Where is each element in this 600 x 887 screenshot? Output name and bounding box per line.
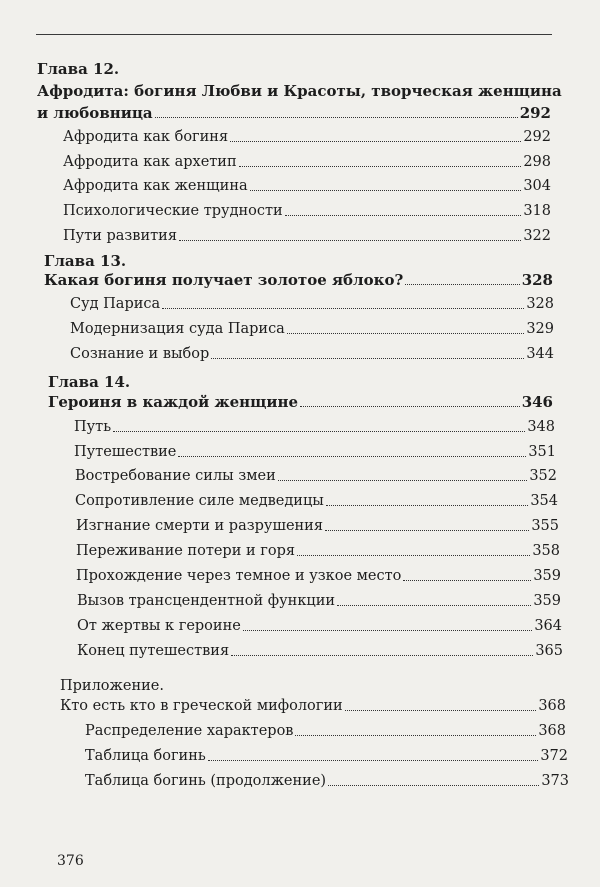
toc-entry-label: Суд Париса <box>70 296 161 312</box>
toc-entry-page: 322 <box>523 228 551 244</box>
leader-dots <box>326 505 528 506</box>
leader-dots <box>287 333 524 334</box>
leader-dots <box>345 710 537 711</box>
toc-entry-page: 348 <box>527 419 555 435</box>
toc-entry-label: Прохождение через темное и узкое место <box>76 568 402 584</box>
toc-entry-label: Сопротивление силе медведицы <box>75 493 324 509</box>
leader-dots <box>243 630 532 631</box>
appendix-heading: Приложение. <box>60 678 164 694</box>
appendix-page: 368 <box>538 698 566 714</box>
toc-entry <box>74 443 556 461</box>
toc-entry-label: Афродита как богиня <box>63 129 229 145</box>
toc-entry <box>85 772 569 790</box>
toc-entry-label: Таблица богинь <box>85 748 206 764</box>
chapter-14-title-entry <box>48 393 553 411</box>
toc-entry-page: 351 <box>528 444 556 460</box>
leader-dots <box>162 308 524 309</box>
toc-entry-label: Афродита как архетип <box>63 154 237 170</box>
chapter-12-heading: Глава 12. <box>37 60 120 78</box>
chapter-13-page: 328 <box>521 271 553 289</box>
toc-entry-page: 355 <box>531 518 559 534</box>
chapter-12-title-line1: Афродита: богиня Любви и Красоты, творческая женщина <box>37 82 562 100</box>
chapter-12-page: 292 <box>519 104 551 122</box>
toc-entry <box>75 467 557 485</box>
toc-entry <box>76 517 559 535</box>
toc-entry <box>74 418 555 436</box>
chapter-12-title-line2: и любовница <box>37 104 153 122</box>
toc-entry-page: 304 <box>523 178 551 194</box>
toc-entry-label: Востребование силы змеи <box>75 468 276 484</box>
chapter-14-page: 346 <box>521 393 553 411</box>
toc-entry-page: 318 <box>523 203 551 219</box>
toc-entry-label: Путь <box>74 419 112 435</box>
toc-entry-label: Пути развития <box>63 228 177 244</box>
toc-entry <box>63 227 551 245</box>
toc-entry-page: 344 <box>526 346 554 362</box>
leader-dots <box>297 555 530 556</box>
toc-entry-page: 364 <box>534 618 562 634</box>
toc-entry-page: 352 <box>529 468 557 484</box>
toc-entry <box>76 567 561 585</box>
toc-entry-label: Переживание потери и горя <box>76 543 296 559</box>
leader-dots <box>300 406 520 407</box>
toc-entry <box>63 153 551 171</box>
leader-dots <box>337 605 531 606</box>
appendix-title: Кто есть кто в греческой мифологии <box>60 698 343 714</box>
toc-entry-label: Распределение характеров <box>85 723 294 739</box>
leader-dots <box>405 284 519 285</box>
toc-entry-label: Изгнание смерти и разрушения <box>76 518 323 534</box>
leader-dots <box>325 530 529 531</box>
toc-entry <box>70 320 554 338</box>
toc-entry <box>70 345 554 363</box>
leader-dots <box>328 785 539 786</box>
toc-entry-label: Психологические трудности <box>63 203 283 219</box>
leader-dots <box>155 117 518 118</box>
header-rule <box>36 34 552 35</box>
toc-entry-page: 365 <box>535 643 563 659</box>
toc-entry <box>70 295 554 313</box>
toc-entry-page: 329 <box>526 321 554 337</box>
toc-entry-page: 372 <box>540 748 568 764</box>
leader-dots <box>230 141 521 142</box>
toc-entry-page: 359 <box>533 593 561 609</box>
toc-entry <box>77 642 563 660</box>
toc-entry <box>77 592 561 610</box>
leader-dots <box>250 190 522 191</box>
chapter-12-title-line2-entry <box>37 104 551 122</box>
toc-entry-label: Конец путешествия <box>77 643 230 659</box>
chapter-13-heading: Глава 13. <box>44 252 127 270</box>
leader-dots <box>208 760 539 761</box>
toc-entry-label: От жертвы к героине <box>77 618 241 634</box>
leader-dots <box>113 431 525 432</box>
leader-dots <box>179 240 521 241</box>
leader-dots <box>239 166 522 167</box>
leader-dots <box>231 655 533 656</box>
toc-entry-page: 359 <box>533 568 561 584</box>
toc-entry-label: Модернизация суда Париса <box>70 321 285 337</box>
toc-entry <box>63 177 551 195</box>
toc-entry <box>75 492 558 510</box>
toc-entry-label: Таблица богинь (продолжение) <box>85 773 327 789</box>
chapter-14-title: Героиня в каждой женщине <box>48 393 299 411</box>
toc-entry <box>63 128 551 146</box>
chapter-13-title-entry <box>44 271 553 289</box>
leader-dots <box>278 480 528 481</box>
toc-entry-page: 328 <box>526 296 554 312</box>
toc-entry-label: Сознание и выбор <box>70 346 210 362</box>
page-number: 376 <box>57 853 84 869</box>
toc-entry-label: Вызов трансцендентной функции <box>77 593 336 609</box>
appendix-title-entry <box>60 697 566 715</box>
chapter-13-title: Какая богиня получает золотое яблоко? <box>44 271 404 289</box>
toc-entry-page: 373 <box>541 773 569 789</box>
leader-dots <box>211 358 524 359</box>
toc-entry <box>63 202 551 220</box>
toc-entry-page: 292 <box>523 129 551 145</box>
leader-dots <box>295 735 536 736</box>
toc-entry-page: 298 <box>523 154 551 170</box>
toc-entry-page: 358 <box>532 543 560 559</box>
toc-entry <box>76 542 560 560</box>
toc-entry-page: 354 <box>530 493 558 509</box>
toc-entry <box>77 617 562 635</box>
toc-entry-label: Путешествие <box>74 444 177 460</box>
leader-dots <box>403 580 531 581</box>
leader-dots <box>178 456 526 457</box>
toc-entry-label: Афродита как женщина <box>63 178 248 194</box>
toc-entry <box>85 747 568 765</box>
chapter-14-heading: Глава 14. <box>48 373 131 391</box>
leader-dots <box>285 215 522 216</box>
toc-entry <box>85 722 566 740</box>
toc-entry-page: 368 <box>538 723 566 739</box>
